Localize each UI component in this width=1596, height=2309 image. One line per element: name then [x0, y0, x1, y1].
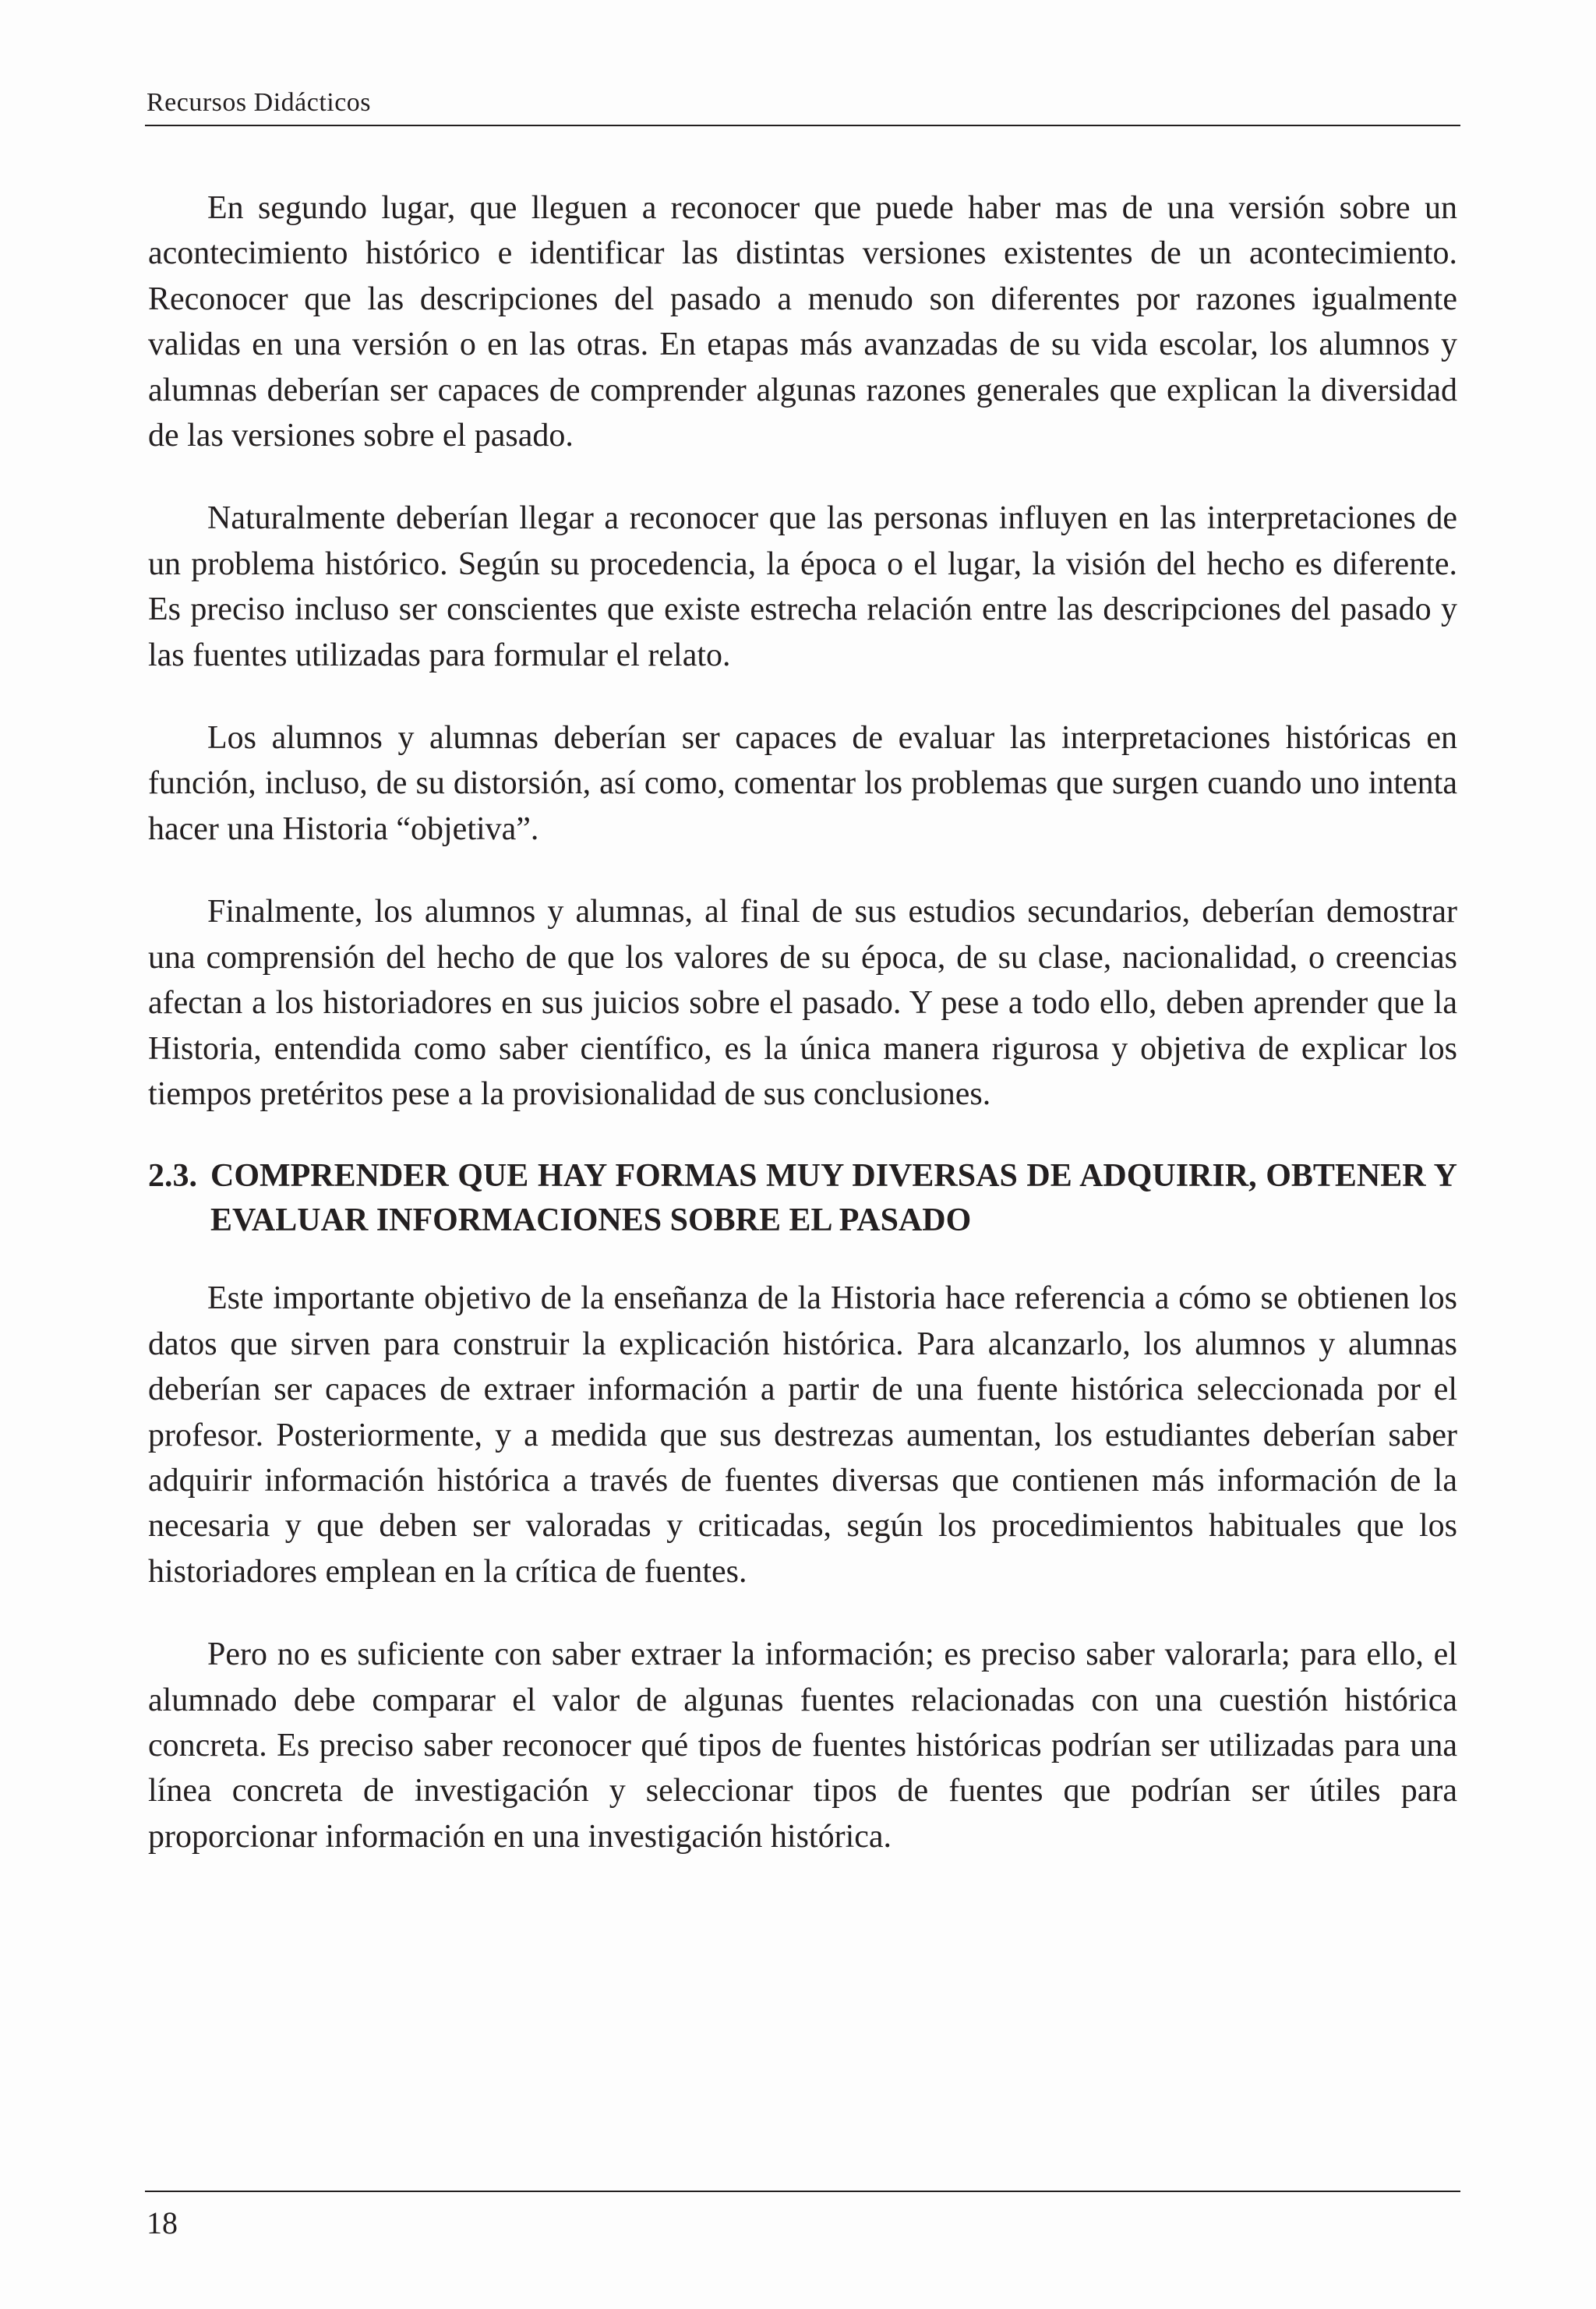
header-rule: [145, 125, 1460, 126]
body-paragraph: Los alumnos y alumnas deberían ser capaces de evaluar las interpretaciones históricas en función, incluso, de su distorsión, así como, comentar los problemas que surgen cuando uno intenta hacer una Historia “objetiva”.: [148, 720, 1457, 847]
footer-rule: [145, 2191, 1460, 2192]
section-heading: [148, 1154, 1457, 1243]
body-paragraph: Este importante objetivo de la enseñanza de la Historia hace referencia a cómo se obtienen los datos que sirven para construir la explicación histórica. Para alcanzarlo, los alumnos y alumnas deberían ser capaces de extraer información a partir de una fuente histórica seleccionada por el profesor. Posteriormente, y a medida que sus destrezas aumentan, los estudiantes deberían saber adquirir información histórica a través de fuentes diversas que contienen más información de la necesaria y que deben ser valoradas y criticadas, según los procedimientos habituales que los historiadores emplean en la crítica de fuentes.: [148, 1280, 1457, 1590]
body-paragraph: Pero no es suficiente con saber extraer la información; es preciso saber valorarla; para ello, el alumnado debe comparar el valor de algunas fuentes relacionadas con una cuestión histórica concreta. Es preciso saber reconocer qué tipos de fuentes históricas podrían ser utilizadas para una línea concreta de investigación y seleccionar tipos de fuentes que podrían ser útiles para proporcionar información en una investigación histórica.: [148, 1636, 1457, 1855]
page-body: [148, 185, 1457, 1897]
section-number: 2.3.: [148, 1158, 197, 1195]
body-paragraph: En segundo lugar, que lleguen a reconocer que puede haber mas de una versión sobre un acontecimiento histórico e identificar las distintas versiones existentes de un acontecimiento. Reconocer que las descripciones del pasado a menudo son diferentes por razones igualmente validas en una versión o en las otras. En etapas más avanzadas de su vida escolar, los alumnos y alumnas deberían ser capaces de comprender algunas razones generales que explican la diversidad de las versiones sobre el pasado.: [148, 190, 1457, 454]
body-paragraph: Finalmente, los alumnos y alumnas, al final de sus estudios secundarios, deberían demostrar una comprensión del hecho de que los valores de su época, de su clase, nacionalidad, o creencias afectan a los historiadores en sus juicios sobre el pasado. Y pese a todo ello, deben aprender que la Historia, entendida como saber científico, es la única manera rigurosa y objetiva de explicar los tiempos pretéritos pese a la provisionalidad de sus conclusiones.: [148, 894, 1457, 1112]
page-number: 18: [147, 2205, 178, 2240]
body-paragraph: Naturalmente deberían llegar a reconocer que las personas influyen en las interpretaciones de un problema histórico. Según su procedencia, la época o el lugar, la visión del hecho es diferente. Es preciso incluso ser conscientes que existe estrecha relación entre las descripciones del pasado y las fuentes utilizadas para formular el relato.: [148, 500, 1457, 673]
running-header: Recursos Didácticos: [147, 88, 372, 117]
section-title: COMPRENDER QUE HAY FORMAS MUY DIVERSAS DE ADQUIRIR, OBTENER Y EVALUAR INFORMACIONES SOBRE EL PASADO: [210, 1158, 1457, 1239]
